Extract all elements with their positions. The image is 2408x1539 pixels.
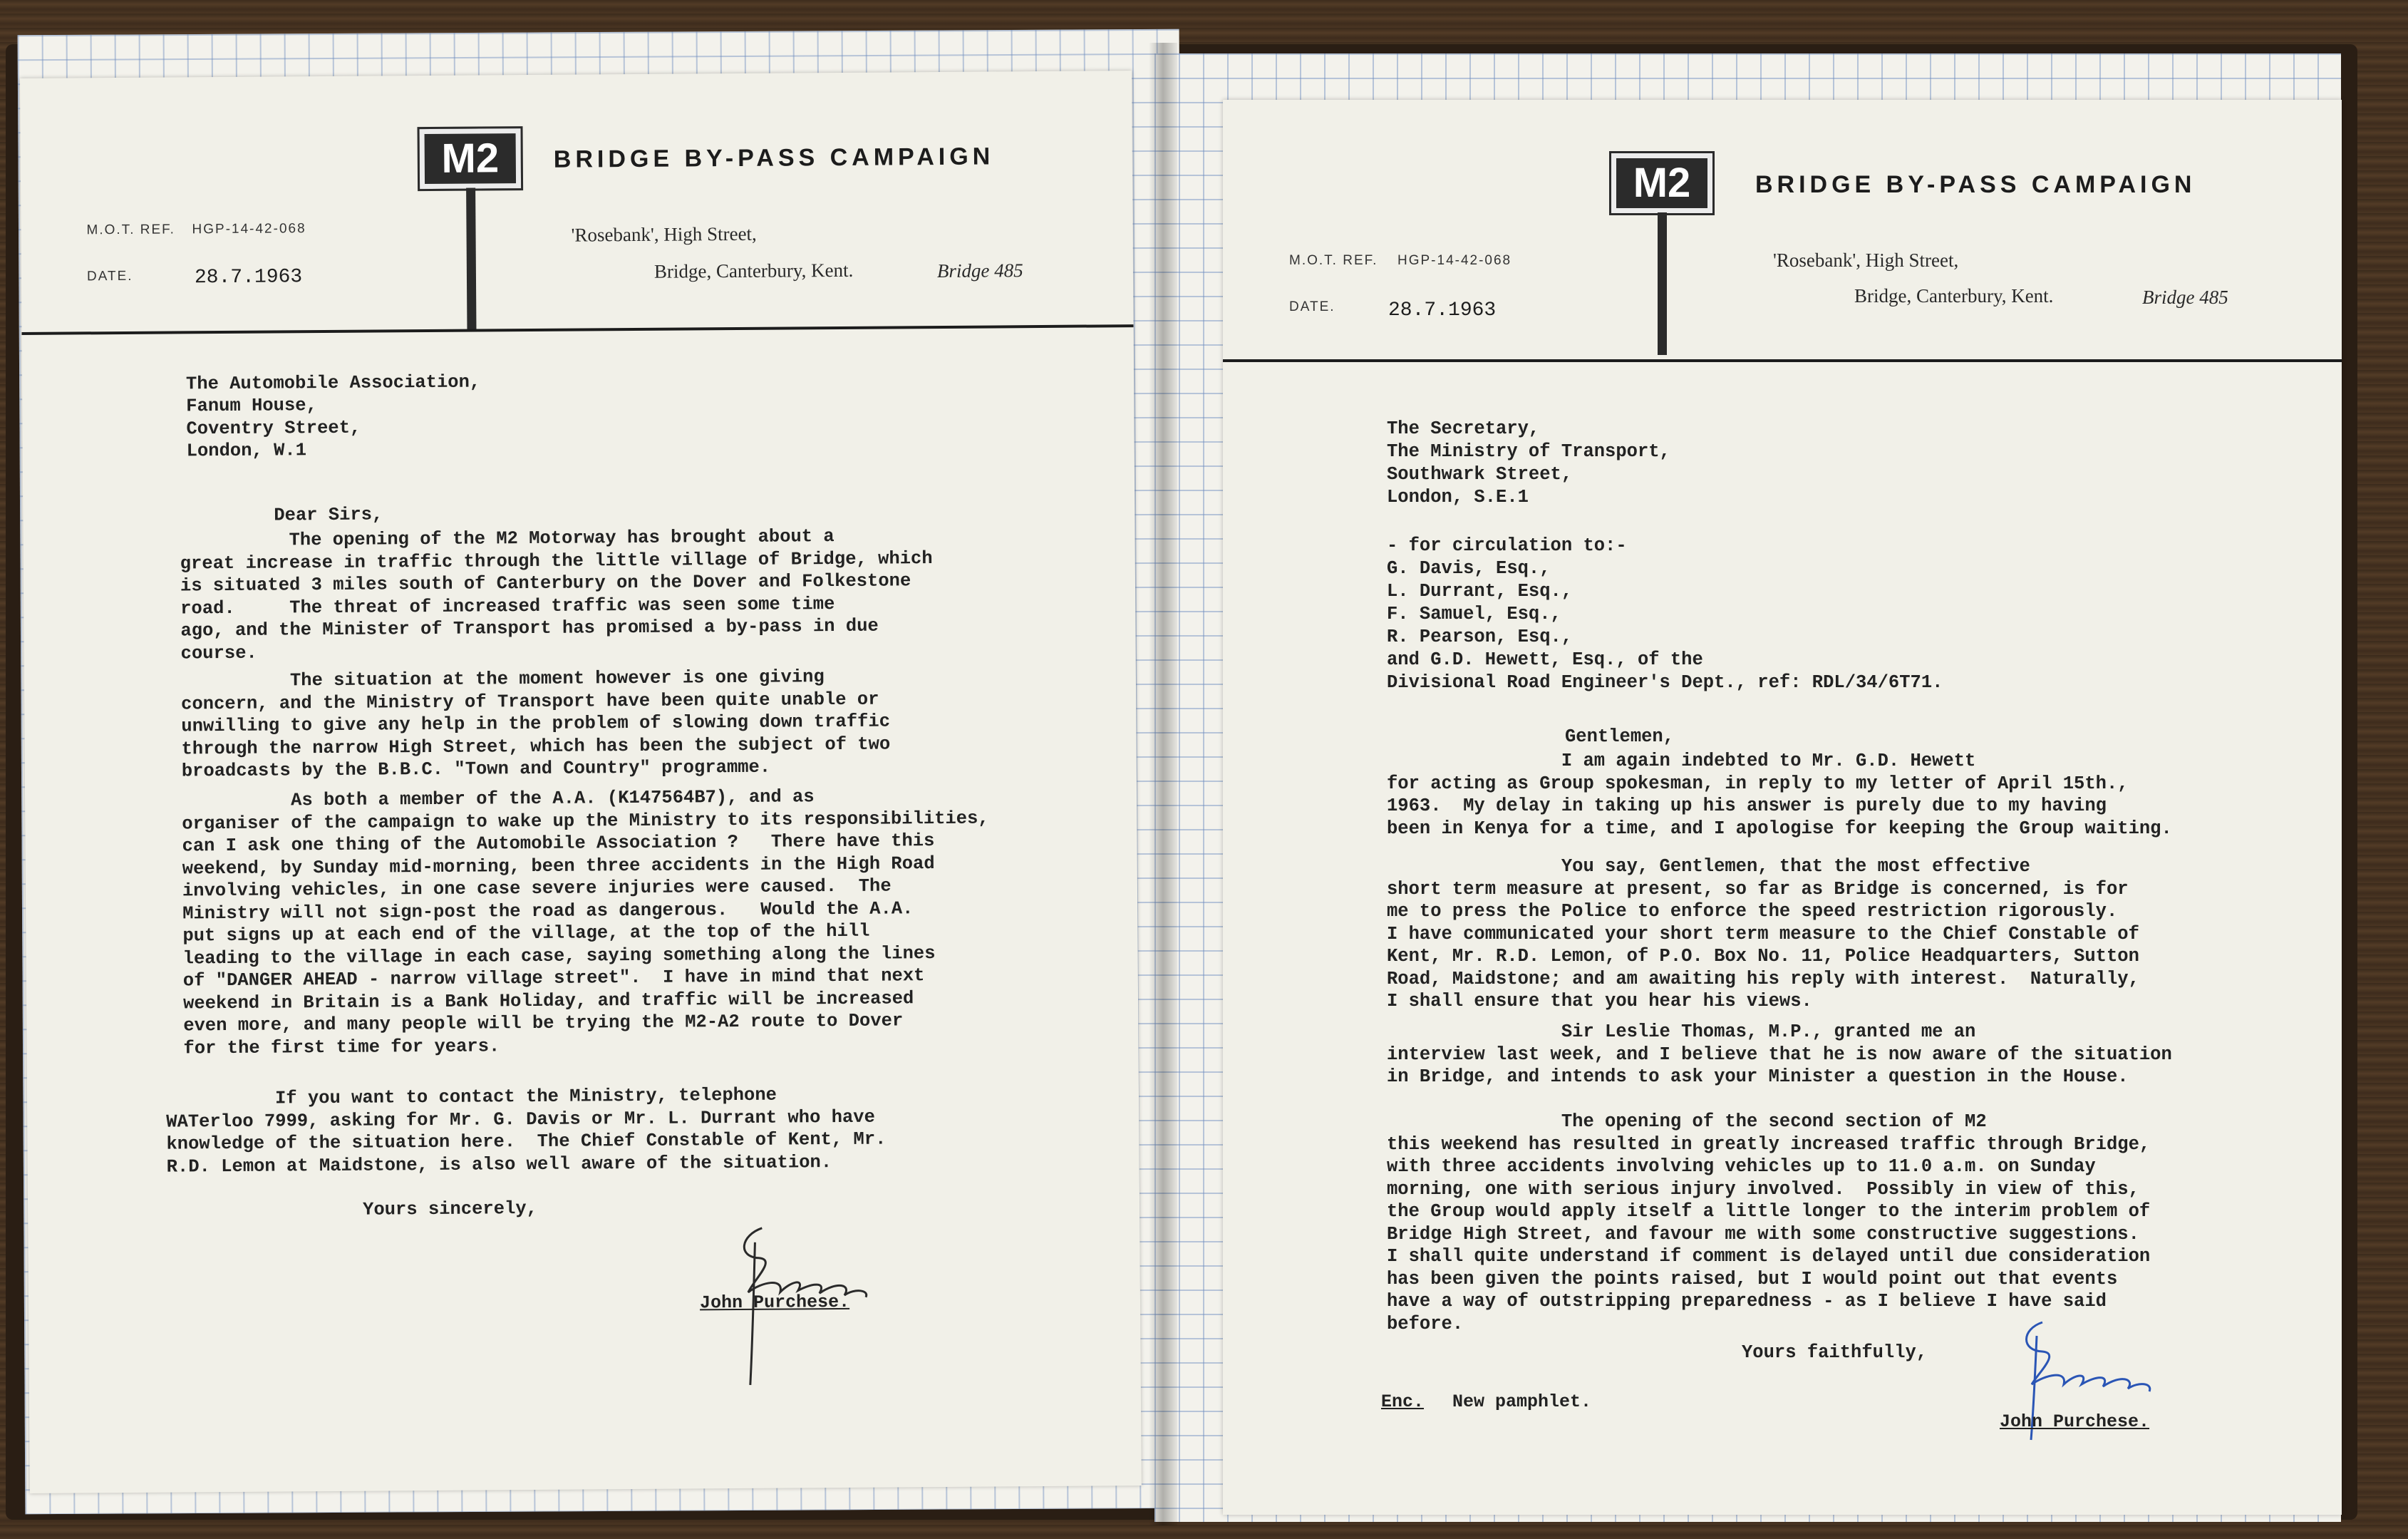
body-paragraph: As both a member of the A.A. (K147564B7), and as organiser of the campaign to wake up the Ministry to its responsibilities, can I ask one thing of the Automobile Association ? There have this weekend, by Sunday mid-morning, been three accidents in the High Road involving vehicles, in one case severe injuries were caused. The Ministry will not sign-post the road as dangerous. Would the A.A. put signs up at each end of the village, at the top of the hill leading to the village in each case, saying something along the lines of "DANGER AHEAD - narrow village street". I have in mind that next weekend in Britain is a Bank Holiday, and traffic will be increased even more, and many people will be trying the M2-A2 route to Dover for the first time for years. [181, 786, 989, 1059]
circulation-line: and G.D. Hewett, Esq., of the [1387, 649, 1703, 670]
letter-date: 28.7.1963 [1388, 299, 1497, 321]
letterhead-rule [21, 324, 1133, 335]
recipient-line: The Ministry of Transport, [1387, 441, 1670, 462]
address-line-2: Bridge, Canterbury, Kent. [653, 259, 854, 282]
mot-ref-label: M.O.T. REF. [86, 222, 175, 238]
address-line-1: 'Rosebank', High Street, [571, 222, 757, 246]
letter-to-automobile-association [20, 71, 1142, 1493]
date-label: DATE. [1289, 299, 1335, 314]
circulation-line: Divisional Road Engineer's Dept., ref: RDL/34/6T71. [1387, 672, 1943, 693]
letterhead-rule [1223, 359, 2342, 362]
m2-logo: M2 [420, 128, 522, 189]
address-line-1: 'Rosebank', High Street, [1773, 249, 1959, 271]
address-line-2: Bridge, Canterbury, Kent. [1854, 285, 2054, 307]
recipient-line: Southwark Street, [1387, 464, 1573, 485]
mot-ref-value: HGP-14-42-068 [1397, 253, 1512, 268]
salutation: Gentlemen, [1565, 726, 1675, 747]
signatory-name: John Purchese. [699, 1291, 850, 1314]
phone-number: Bridge 485 [936, 259, 1023, 282]
m2-logo: M2 [1611, 153, 1712, 213]
recipient-line: The Automobile Association, [185, 371, 481, 395]
letter-to-ministry-of-transport [1223, 100, 2342, 1515]
m2-logo-post [1658, 212, 1667, 355]
circulation-line: L. Durrant, Esq., [1387, 581, 1573, 602]
letter-date: 28.7.1963 [194, 266, 303, 289]
signatory-name: John Purchese. [2000, 1411, 2150, 1432]
body-paragraph: Sir Leslie Thomas, M.P., granted me an interview last week, and I believe that he is now aware of the situation in Bridge, and intends to ask your Minister a question in the House. [1387, 1021, 2172, 1087]
recipient-line: London, S.E.1 [1387, 487, 1529, 508]
campaign-title: BRIDGE BY-PASS CAMPAIGN [553, 143, 995, 173]
date-label: DATE. [86, 268, 133, 284]
body-paragraph: You say, Gentlemen, that the most effective short term measure at present, so far as Bridge is concerned, is for me to press the Police to enforce the speed restriction rigorously. I have communicated your short term measure to the Chief Constable of Kent, Mr. R.D. Lemon, of P.O. Box No. 11, Police Headquarters, Sutton Road, Maidstone; and am awaiting his reply with interest. Naturally, I shall ensure that you hear his views. [1387, 856, 2139, 1012]
circulation-line: R. Pearson, Esq., [1387, 627, 1573, 647]
circulation-line: F. Samuel, Esq., [1387, 604, 1561, 624]
enclosure-label: Enc. [1381, 1391, 1425, 1412]
body-paragraph: The opening of the second section of M2 this weekend has resulted in greatly increased traffic through Bridge, with three accidents involving vehicles up to 11.0 a.m. on Sunday morning, one with serious injury involved. Possibly in view of this, the Group would apply itself a little longer to the interim problem of Bridge High Street, and favour me with some constructive suggestions. I shall quite understand if comment is delayed until due consideration has been given the points raised, but I would point out that events have a way of outstripping preparedness - as I believe I have said before. [1387, 1111, 2151, 1334]
recipient-line: Coventry Street, [186, 417, 361, 440]
body-paragraph: The situation at the moment however is one giving concern, and the Ministry of Transport have been quite unable or unwilling to give any help in the problem of slowing down traffic through the narrow High Street, which has been the subject of two broadcasts by the B.B.C. "Town and Country" programme. [180, 666, 891, 782]
body-paragraph: The opening of the M2 Motorway has brought about a great increase in traffic through the little village of Bridge, which is situated 3 miles south of Canterbury on the Dover and Folkestone road. The threat of increased traffic was seen some time ago, and the Minister of Transport has promised a by-pass in due course. [180, 526, 933, 664]
enclosure-text: New pamphlet. [1452, 1391, 1592, 1412]
circulation-line: G. Davis, Esq., [1387, 558, 1551, 579]
circulation-line: - for circulation to:- [1387, 535, 1627, 556]
body-paragraph: If you want to contact the Ministry, telephone WATerloo 7999, asking for Mr. G. Davis or Mr. L. Durrant who have knowledge of the situation here. The Chief Constable of Kent, Mr. R.D. Lemon at Maidstone, is also well aware of the situation. [165, 1084, 887, 1178]
campaign-title: BRIDGE BY-PASS CAMPAIGN [1755, 171, 2196, 198]
closing: Yours sincerely, [362, 1198, 538, 1220]
salutation: Dear Sirs, [274, 504, 383, 526]
recipient-line: London, W.1 [186, 440, 307, 462]
recipient-line: Fanum House, [186, 395, 317, 417]
phone-number: Bridge 485 [2142, 287, 2228, 308]
mot-ref-label: M.O.T. REF. [1289, 253, 1378, 268]
recipient-line: The Secretary, [1387, 418, 1540, 439]
mot-ref-value: HGP-14-42-068 [192, 221, 306, 237]
m2-logo-post [466, 188, 476, 331]
binder-gutter [1149, 43, 1177, 1525]
body-paragraph: I am again indebted to Mr. G.D. Hewett for acting as Group spokesman, in reply to my letter of April 15th., 1963. My delay in taking up his answer is purely due to my having been in Kenya for a time, and I apologise for keeping the Group waiting. [1387, 751, 2172, 839]
closing: Yours faithfully, [1742, 1342, 1928, 1363]
